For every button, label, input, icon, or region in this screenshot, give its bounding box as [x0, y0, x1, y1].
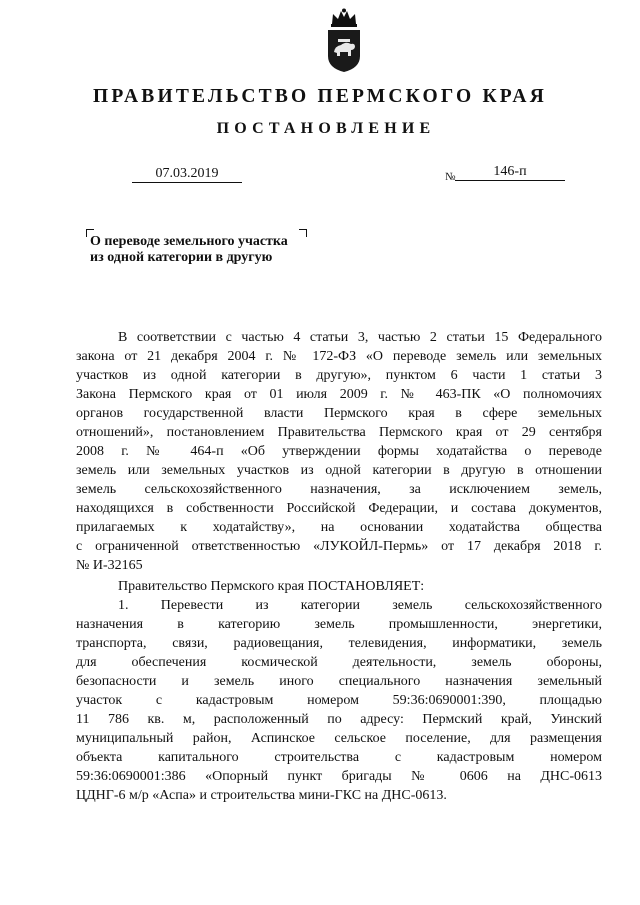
preamble-line: закона от 21 декабря 2004 г. № 172-ФЗ «О переводе земель или земельных	[76, 349, 602, 364]
preamble-line: земель сельскохозяйственного назначения, за исключением земель,	[76, 482, 602, 497]
preamble-line: участков из одной категории в другую», пунктом 6 части 1 статьи 3	[76, 368, 602, 383]
document-number: 146-п	[455, 163, 565, 181]
item-line: транспорта, связи, радиовещания, телевидения, информатики, земель	[76, 636, 602, 651]
document-date: 07.03.2019	[132, 165, 242, 183]
item-line: 1. Перевести из категории земель сельскохозяйственного	[118, 598, 602, 613]
preamble-line: земель или земельных участков из одной категории в другую в отношении	[76, 463, 602, 478]
item-line: ЦДНГ-6 м/р «Аспа» и строительства мини-ГКС на ДНС-0613.	[76, 788, 447, 803]
subject-line: О переводе земельного участка	[90, 234, 288, 249]
preamble-line: В соответствии с частью 4 статьи 3, частью 2 статьи 15 Федерального	[118, 330, 602, 345]
document-subject	[90, 234, 330, 266]
document-kind: ПОСТАНОВЛЕНИЕ	[216, 120, 436, 137]
preamble-line: № И-32165	[76, 558, 143, 573]
document-body	[76, 328, 602, 805]
preamble-line: органов государственной власти Пермского края в сфере земельных	[76, 406, 602, 421]
item-line: назначения в категорию земель промышленности, энергетики,	[76, 617, 602, 632]
preamble-line: прилагаемых к ходатайству», на основании ходатайства общества	[76, 520, 602, 535]
preamble-line: Закона Пермского края от 01 июля 2009 г. № 463-ПК «О полномочиях	[76, 387, 602, 402]
number-sign: №	[445, 171, 456, 183]
coat-of-arms-icon	[324, 8, 364, 74]
preamble-line: с ограниченной ответственностью «ЛУКОЙЛ-Пермь» от 17 декабря 2018 г.	[76, 539, 602, 554]
item-line: безопасности и земель иного специального назначения земельный	[76, 674, 602, 689]
item-line: 11 786 кв. м, расположенный по адресу: Пермский край, Уинский	[76, 712, 602, 727]
preamble-line: находящихся в собственности Российской Федерации, и состава документов,	[76, 501, 602, 516]
item-line: для обеспечения космической деятельности, земель обороны,	[76, 655, 602, 670]
item-line: объекта капитального строительства с кадастровым номером	[76, 750, 602, 765]
resolution-intro: Правительство Пермского края ПОСТАНОВЛЯЕТ:	[118, 579, 425, 594]
preamble-line: отношений», постановлением Правительства Пермского края от 29 сентября	[76, 425, 602, 440]
item-line: участок с кадастровым номером 59:36:0690001:390, площадью	[76, 693, 602, 708]
government-title: ПРАВИТЕЛЬСТВО ПЕРМСКОГО КРАЯ	[93, 86, 547, 107]
item-line: 59:36:0690001:386 «Опорный пункт бригады № 0606 на ДНС-0613	[76, 769, 602, 784]
item-line: муниципальный район, Аспинское сельское поселение, для размещения	[76, 731, 602, 746]
preamble-line: 2008 г. № 464-п «Об утверждении формы ходатайства о переводе	[76, 444, 602, 459]
subject-line: из одной категории в другую	[90, 250, 273, 265]
